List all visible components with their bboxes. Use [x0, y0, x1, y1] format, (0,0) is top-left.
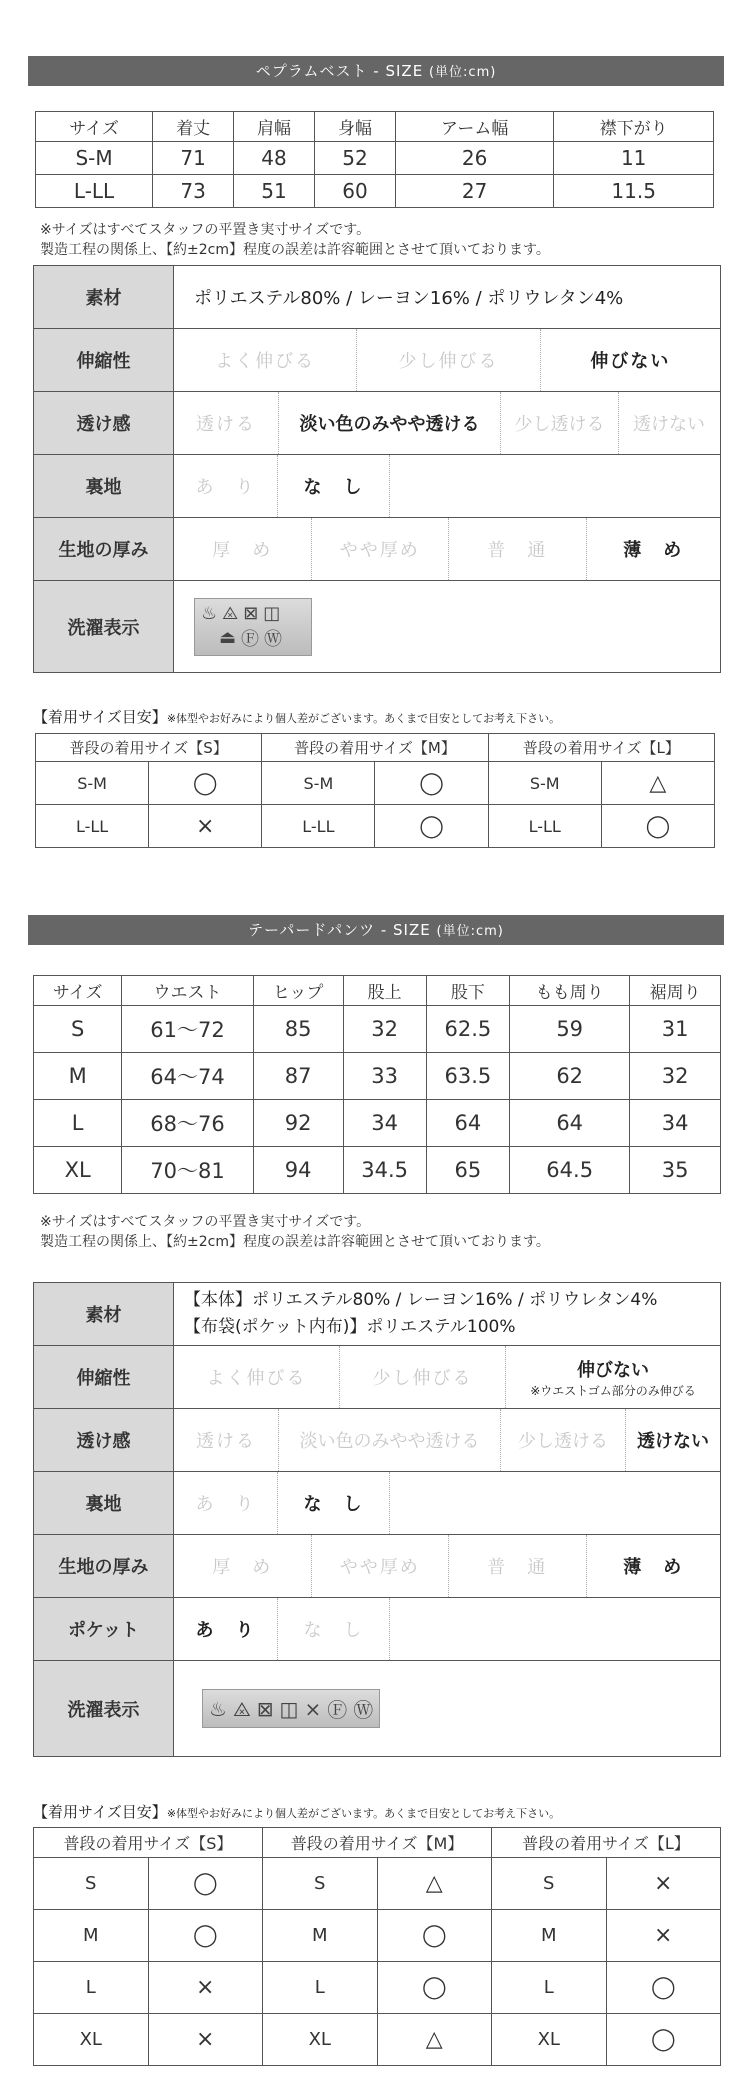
- fit-mark: ◯: [601, 805, 714, 848]
- sheer-option: 少し透ける: [501, 392, 619, 454]
- spec-label: 透け感: [34, 392, 174, 455]
- fit-size: XL: [263, 2014, 378, 2066]
- table-cell: 11.5: [554, 175, 714, 208]
- fit-header: 普段の着用サイズ【L】: [492, 1828, 721, 1858]
- sheer-option: 透ける: [174, 1409, 279, 1471]
- fit-header-row: [36, 734, 715, 762]
- table-cell: S-M: [36, 142, 153, 175]
- spec-row-pocket: [34, 1598, 721, 1661]
- fit-header: 普段の着用サイズ【M】: [262, 734, 488, 762]
- thickness-option: 厚 め: [174, 518, 312, 580]
- fit-size: M: [34, 1910, 149, 1962]
- spec-content: [174, 1409, 721, 1472]
- stretch-option: 少し伸びる: [340, 1346, 506, 1408]
- fit-mark: ◯: [606, 2014, 721, 2066]
- pocket-option: な し: [278, 1598, 390, 1660]
- table-cell: 27: [395, 175, 553, 208]
- spec-row-material: [34, 266, 721, 329]
- table-cell: 62: [510, 1053, 630, 1100]
- fit-row: [34, 2014, 721, 2066]
- tolerance-note: 製造工程の関係上、【約±2cm】程度の誤差は許容範囲とさせて頂いております。: [40, 1234, 550, 1250]
- material-body-text: 【本体】ポリエステル80% / レーヨン16% / ポリウレタン4%: [184, 1290, 658, 1310]
- fit-mark: ◯: [375, 805, 488, 848]
- spec-row-thickness: [34, 518, 721, 581]
- stretch-option: よく伸びる: [174, 1346, 340, 1408]
- table-cell: 68〜76: [122, 1100, 254, 1147]
- line-dry-icon: ◫: [263, 602, 281, 624]
- line-dry-icon: ◫: [279, 1696, 299, 1721]
- fit-size: S: [492, 1858, 607, 1910]
- spec-label: 伸縮性: [34, 1346, 174, 1409]
- table-cell: 70〜81: [122, 1147, 254, 1194]
- table-cell: 34: [343, 1100, 426, 1147]
- stretch-option-selected: 伸びない: [590, 351, 671, 372]
- spec-label: 伸縮性: [34, 329, 174, 392]
- stretch-option: よく伸びる: [174, 329, 357, 391]
- wash-tub-icon: ♨: [201, 602, 218, 624]
- table-cell: XL: [34, 1147, 122, 1194]
- thickness-option: 普 通: [449, 518, 587, 580]
- fit-size: L: [34, 1962, 149, 2014]
- fit-header: 普段の着用サイズ【L】: [488, 734, 714, 762]
- sheer-option-selected: 淡い色のみやや透ける: [279, 392, 501, 454]
- table-cell: 85: [253, 1006, 343, 1053]
- dry-clean-f-icon: Ⓕ: [327, 1698, 348, 1722]
- lining-option-selected: な し: [278, 1472, 390, 1534]
- spec-label: ポケット: [34, 1598, 174, 1661]
- fit-mark: ◯: [375, 762, 488, 805]
- fit-size: L: [263, 1962, 378, 2014]
- fit-mark: △: [601, 762, 714, 805]
- spec-row-stretch: [34, 329, 721, 392]
- spec-label: 洗濯表示: [34, 581, 174, 673]
- fit-size: M: [492, 1910, 607, 1962]
- table-cell: 51: [234, 175, 315, 208]
- no-bleach-icon: ⨻: [232, 1696, 251, 1721]
- fit-size: L: [492, 1962, 607, 2014]
- spec-content: [174, 329, 721, 392]
- header-cell: ヒップ: [253, 976, 343, 1006]
- table-row: [34, 1147, 721, 1194]
- pants-unit: (単位:cm): [436, 924, 504, 939]
- table-cell: M: [34, 1053, 122, 1100]
- spec-row-wash: [34, 581, 721, 673]
- fit-header: 普段の着用サイズ【M】: [263, 1828, 492, 1858]
- pants-title: テーパードパンツ - SIZE: [248, 921, 431, 939]
- table-header-row: [36, 112, 714, 142]
- vest-unit: (単位:cm): [428, 65, 497, 80]
- fit-guide-title: [33, 1801, 560, 1822]
- header-cell: 襟下がり: [554, 112, 714, 142]
- stretch-option: 少し伸びる: [357, 329, 540, 391]
- sheer-option: 透けない: [633, 414, 705, 435]
- table-cell: L: [34, 1100, 122, 1147]
- spec-content: [174, 1283, 721, 1346]
- table-cell: 32: [630, 1053, 721, 1100]
- no-tumble-dry-icon: ⊠: [243, 602, 259, 624]
- spec-row-stretch: [34, 1346, 721, 1409]
- table-cell: 64: [510, 1100, 630, 1147]
- spec-label: 裏地: [34, 455, 174, 518]
- pants-spec-table: [33, 1282, 721, 1757]
- fit-mark: ◯: [149, 762, 262, 805]
- table-cell: 92: [253, 1100, 343, 1147]
- lining-option: あ り: [174, 1472, 278, 1534]
- spec-label: 透け感: [34, 1409, 174, 1472]
- table-cell: 11: [554, 142, 714, 175]
- fit-guide-note: ※体型やお好みにより個人差がございます。あくまで目安としてお考え下さい。: [166, 1807, 561, 1820]
- wash-symbols: [194, 598, 312, 656]
- no-bleach-icon: ⨻: [222, 602, 239, 624]
- fit-guide-heading: 【着用サイズ目安】: [33, 708, 167, 726]
- table-cell: 52: [315, 142, 396, 175]
- spec-row-wash: [34, 1661, 721, 1757]
- wet-clean-w-icon: Ⓦ: [264, 628, 283, 650]
- thickness-option-selected: 薄 め: [623, 540, 684, 561]
- vest-size-header: [28, 56, 724, 86]
- no-iron-icon: ⨯: [304, 1696, 322, 1721]
- fit-size: M: [263, 1910, 378, 1962]
- sheer-option: 淡い色のみやや透ける: [279, 1409, 501, 1471]
- thickness-option-selected: 薄 め: [623, 1557, 684, 1578]
- fit-mark: △: [377, 2014, 492, 2066]
- spec-content: [174, 1535, 721, 1598]
- spec-label: 素材: [34, 1283, 174, 1346]
- spec-label: 洗濯表示: [34, 1661, 174, 1757]
- lining-option-selected: な し: [278, 455, 390, 517]
- header-cell: 身幅: [315, 112, 396, 142]
- spec-label: 生地の厚み: [34, 518, 174, 581]
- fit-header: 普段の着用サイズ【S】: [36, 734, 262, 762]
- sheer-option: 少し透ける: [501, 1409, 626, 1471]
- wet-clean-w-icon: Ⓦ: [353, 1698, 374, 1722]
- table-cell: 63.5: [426, 1053, 509, 1100]
- fit-guide-title: [33, 706, 560, 727]
- size-note: ※サイズはすべてスタッフの平置き実寸サイズです。: [40, 1214, 371, 1230]
- table-row: [34, 1100, 721, 1147]
- fit-row: [36, 762, 715, 805]
- header-cell: 裾周り: [630, 976, 721, 1006]
- no-tumble-dry-icon: ⊠: [256, 1696, 274, 1721]
- fit-guide-note: ※体型やお好みにより個人差がございます。あくまで目安としてお考え下さい。: [166, 712, 561, 725]
- table-cell: 60: [315, 175, 396, 208]
- sheer-option: 透ける: [174, 392, 279, 454]
- table-cell: 26: [395, 142, 553, 175]
- vest-title: ペプラムベスト - SIZE: [255, 62, 424, 80]
- spec-label: 素材: [34, 266, 174, 329]
- stretch-note: ※ウエストゴム部分のみ伸びる: [530, 1383, 696, 1398]
- fit-mark: ×: [606, 1910, 721, 1962]
- fit-mark: ×: [148, 1962, 263, 2014]
- table-cell: 48: [234, 142, 315, 175]
- table-cell: 64: [426, 1100, 509, 1147]
- spec-row-lining: [34, 455, 721, 518]
- fit-mark: ×: [148, 2014, 263, 2066]
- table-row: [34, 1006, 721, 1053]
- spec-row-thickness: [34, 1535, 721, 1598]
- table-cell: 87: [253, 1053, 343, 1100]
- table-cell: 61〜72: [122, 1006, 254, 1053]
- fit-size: S: [263, 1858, 378, 1910]
- pants-size-table: [33, 975, 721, 1194]
- fit-size: XL: [34, 2014, 149, 2066]
- fit-guide-heading: 【着用サイズ目安】: [33, 1803, 167, 1821]
- vest-spec-table: [33, 265, 721, 673]
- spec-content: [174, 1661, 721, 1757]
- table-cell: 31: [630, 1006, 721, 1053]
- vest-fit-table: [35, 733, 715, 848]
- table-cell: 62.5: [426, 1006, 509, 1053]
- wash-tub-icon: ♨: [209, 1696, 227, 1721]
- header-cell: 着丈: [153, 112, 234, 142]
- fit-row: [34, 1962, 721, 2014]
- fit-size: L-LL: [488, 805, 601, 848]
- fit-row: [36, 805, 715, 848]
- header-cell: 肩幅: [234, 112, 315, 142]
- table-header-row: [34, 976, 721, 1006]
- table-cell: S: [34, 1006, 122, 1053]
- header-cell: アーム幅: [395, 112, 553, 142]
- header-cell: サイズ: [34, 976, 122, 1006]
- fit-mark: ◯: [377, 1962, 492, 2014]
- vest-size-table: [35, 111, 714, 208]
- pocket-option-selected: あ り: [174, 1598, 278, 1660]
- fit-mark: ◯: [148, 1910, 263, 1962]
- wash-symbols: [202, 1689, 380, 1728]
- table-row: [36, 175, 714, 208]
- table-cell: 35: [630, 1147, 721, 1194]
- thickness-option: やや厚め: [312, 1535, 450, 1597]
- spec-row-sheer: [34, 392, 721, 455]
- fit-size: XL: [492, 2014, 607, 2066]
- header-cell: もも周り: [510, 976, 630, 1006]
- header-cell: 股上: [343, 976, 426, 1006]
- spec-content: [174, 455, 721, 518]
- fit-header: 普段の着用サイズ【S】: [34, 1828, 263, 1858]
- table-cell: 73: [153, 175, 234, 208]
- spec-label: 裏地: [34, 1472, 174, 1535]
- table-cell: 94: [253, 1147, 343, 1194]
- spec-content: [174, 392, 721, 455]
- stretch-selected-label: 伸びない: [577, 1359, 649, 1381]
- thickness-option: やや厚め: [312, 518, 450, 580]
- sheer-option-selected: 透けない: [637, 1431, 709, 1452]
- fit-size: S-M: [488, 762, 601, 805]
- stretch-option-selected: [506, 1346, 720, 1408]
- tolerance-note: 製造工程の関係上、【約±2cm】程度の誤差は許容範囲とさせて頂いております。: [40, 242, 550, 258]
- fit-row: [34, 1858, 721, 1910]
- fit-header-row: [34, 1828, 721, 1858]
- fit-size: S-M: [262, 762, 375, 805]
- table-row: [36, 142, 714, 175]
- spec-row-sheer: [34, 1409, 721, 1472]
- spec-content: [174, 1346, 721, 1409]
- table-cell: 71: [153, 142, 234, 175]
- table-cell: 33: [343, 1053, 426, 1100]
- thickness-option: 厚 め: [174, 1535, 312, 1597]
- iron-icon: ⏏: [219, 627, 237, 648]
- spec-content: [174, 581, 721, 673]
- table-cell: 64〜74: [122, 1053, 254, 1100]
- table-cell: 32: [343, 1006, 426, 1053]
- fit-mark: △: [377, 1858, 492, 1910]
- spec-content: [174, 518, 721, 581]
- spec-row-material: [34, 1283, 721, 1346]
- fit-mark: ◯: [377, 1910, 492, 1962]
- table-cell: L-LL: [36, 175, 153, 208]
- fit-size: S-M: [36, 762, 149, 805]
- fit-mark: ◯: [606, 1962, 721, 2014]
- spec-content: [174, 266, 721, 329]
- table-row: [34, 1053, 721, 1100]
- spec-content: [174, 1472, 721, 1535]
- table-cell: 64.5: [510, 1147, 630, 1194]
- table-cell: 34.5: [343, 1147, 426, 1194]
- dry-clean-f-icon: Ⓕ: [241, 628, 260, 650]
- header-cell: サイズ: [36, 112, 153, 142]
- table-cell: 34: [630, 1100, 721, 1147]
- header-cell: 股下: [426, 976, 509, 1006]
- spec-label: 生地の厚み: [34, 1535, 174, 1598]
- header-cell: ウエスト: [122, 976, 254, 1006]
- spec-content: [174, 1598, 721, 1661]
- table-cell: 65: [426, 1147, 509, 1194]
- pants-fit-table: [33, 1827, 721, 2066]
- fit-mark: ×: [606, 1858, 721, 1910]
- material-text: ポリエステル80% / レーヨン16% / ポリウレタン4%: [194, 288, 624, 309]
- size-note: ※サイズはすべてスタッフの平置き実寸サイズです。: [40, 222, 371, 238]
- fit-size: L-LL: [262, 805, 375, 848]
- fit-size: L-LL: [36, 805, 149, 848]
- pants-size-header: [28, 915, 724, 945]
- lining-option: あ り: [174, 455, 278, 517]
- fit-mark: ×: [149, 805, 262, 848]
- fit-mark: ◯: [148, 1858, 263, 1910]
- fit-row: [34, 1910, 721, 1962]
- table-cell: 59: [510, 1006, 630, 1053]
- thickness-option: 普 通: [449, 1535, 587, 1597]
- material-pocket-text: 【布袋(ポケット内布)】ポリエステル100%: [184, 1317, 516, 1337]
- fit-size: S: [34, 1858, 149, 1910]
- spec-row-lining: [34, 1472, 721, 1535]
